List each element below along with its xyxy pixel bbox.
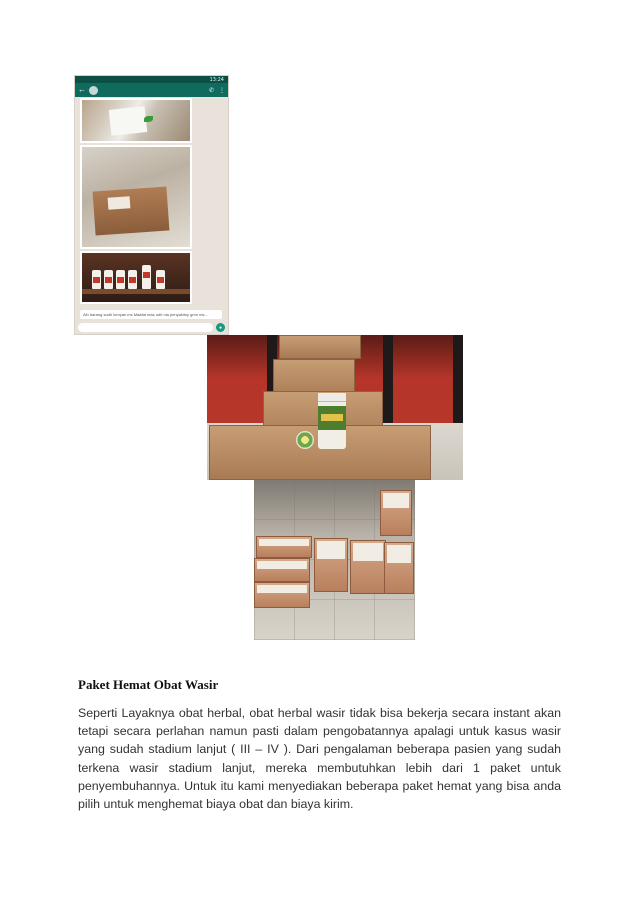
- herbal-medicine-jar: [318, 393, 346, 449]
- chat-input-bar: [78, 323, 225, 332]
- phone-status-bar: [75, 76, 228, 83]
- product-photo-cartons-jar: [207, 335, 463, 480]
- small-herbal-jar: [296, 431, 314, 449]
- status-time: 13:24: [209, 76, 224, 83]
- phone-call-icon: ✆: [208, 87, 214, 94]
- contact-avatar: [89, 86, 98, 95]
- chat-photo-parcel: [80, 145, 192, 249]
- chat-message-text: Alh barang sudh lumyan ms Maafat mas udh nia penyakitny gmn ms...: [80, 310, 222, 319]
- chat-photo-package-top: [80, 98, 192, 143]
- section-heading: Paket Hemat Obat Wasir: [78, 677, 219, 692]
- section-paragraph: Seperti Layaknya obat herbal, obat herbal wasir tidak bisa bekerja secara instant akan tetapi secara perlahan namun pasti dalam pengobatannya apalagi untuk kasus wasir yang sudah stadium lanjut ( III – IV ). Dari pengalaman beberapa pasien yang sudah terkena wasir stadium lanjut, mereka membutuhkan lebih dari 1 paket untuk penyembuhannya. Untuk itu kami menyediakan beberapa paket hemat yang bisa anda pilih untuk menghemat biaya obat dan biaya kirim.: [78, 706, 561, 812]
- product-photo-packages: [254, 480, 415, 640]
- more-options-icon: ⋮: [219, 87, 225, 94]
- whatsapp-chat-screenshot: [75, 76, 228, 334]
- chat-input-field: [78, 323, 213, 332]
- back-arrow-icon: ←: [78, 85, 86, 94]
- microphone-icon: ●: [216, 323, 225, 332]
- chat-photo-bottles: [80, 251, 192, 304]
- chat-header: [75, 83, 228, 97]
